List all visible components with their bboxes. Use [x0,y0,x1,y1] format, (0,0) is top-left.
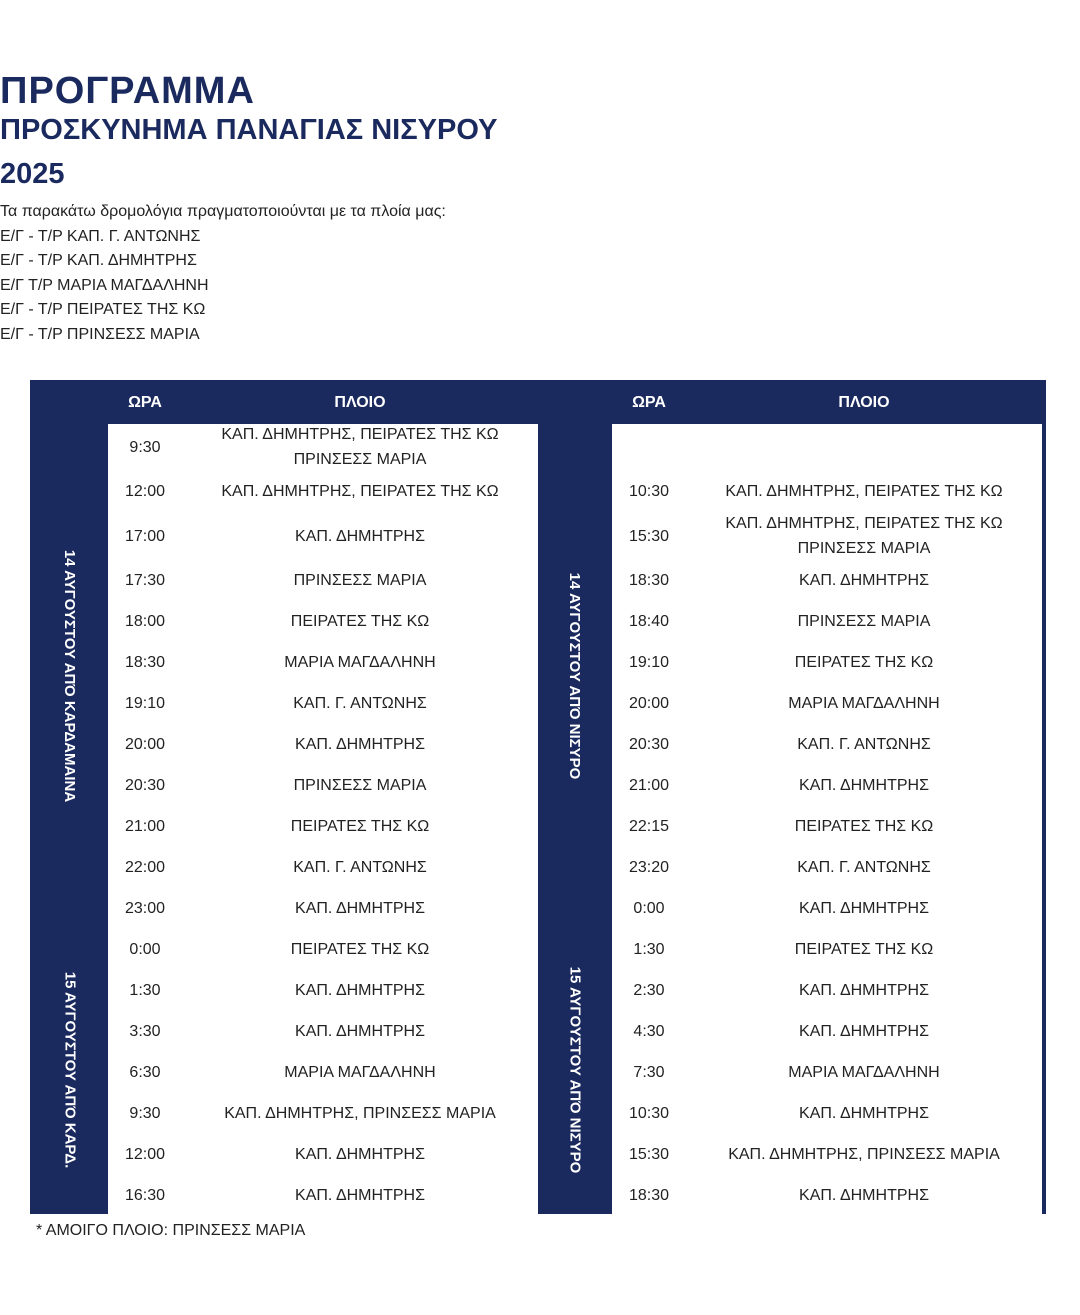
table-row [612,889,1042,930]
ship-name-line: ΚΑΠ. ΔΗΜΗΤΡΗΣ, ΠΕΙΡΑΤΕΣ ΤΗΣ ΚΩ [221,483,499,500]
ship-names [284,650,435,675]
departure-time: 20:00 [124,736,166,753]
ship-cell [686,424,1042,470]
departure-time: 21:00 [124,818,166,835]
table-row [108,971,538,1012]
ship-cell [686,766,1042,805]
departure-time: 7:30 [633,1064,665,1081]
table-row [108,643,538,684]
ship-name-line: ΚΑΠ. Γ. ΑΝΤΩΝΗΣ [293,859,427,876]
table-row [108,424,538,472]
ship-names [293,691,427,716]
departure-time: 18:30 [628,572,670,589]
ship-cell [686,602,1042,641]
departure-time: 19:10 [124,695,166,712]
ship-name-line: ΠΕΙΡΑΤΕΣ ΤΗΣ ΚΩ [794,654,934,671]
departure-time: 9:30 [129,1105,161,1122]
table-row [612,1135,1042,1176]
ship-list-item: Ε/Γ Τ/Ρ ΜΑΡΙΑ ΜΑΓΔΑΛΗΝΗ [0,276,209,294]
ship-names [284,1060,435,1085]
table-row [612,643,1042,684]
table-row [612,930,1042,971]
ship-names [294,773,427,798]
ship-cell [182,971,538,1010]
page-subtitle: ΠΡΟΣΚΥΝΗΜΑ ΠΑΝΑΓΙΑΣ ΝΙΣΥΡΟΥ [0,114,498,146]
table-row [612,1094,1042,1135]
ship-names [725,511,1002,561]
ship-names [788,1060,939,1085]
ship-names [291,814,429,839]
departure-time: 21:00 [628,777,670,794]
ship-name-line: ΚΑΠ. ΔΗΜΗΤΡΗΣ [295,1023,425,1040]
ship-cell [182,602,538,641]
departure-time: 9:30 [129,438,161,456]
ship-name-line: ΠΡΙΝΣΕΣΣ ΜΑΡΙΑ [797,613,931,630]
ship-name-line: ΚΑΠ. ΔΗΜΗΤΡΗΣ, ΠΕΙΡΑΤΕΣ ΤΗΣ ΚΩ [725,515,1003,532]
ship-cell [686,1135,1042,1174]
departure-time: 17:00 [124,527,166,545]
ship-names [728,1142,1000,1167]
ship-name-line: ΚΑΠ. ΔΗΜΗΤΡΗΣ [295,1187,425,1204]
ship-name-line: ΚΑΠ. ΔΗΜΗΤΡΗΣ [295,982,425,999]
table-row [108,513,538,561]
intro-text: Τα παρακάτω δρομολόγια πραγματοποιούνται με τα πλοία μας: [0,203,446,220]
ship-names [295,1183,425,1208]
ship-cell [182,766,538,805]
ship-list-item: Ε/Γ - Τ/Ρ ΠΕΙΡΑΤΕΣ ΤΗΣ ΚΩ [0,301,206,318]
departure-time: 20:30 [628,736,670,753]
ship-name-line: ΚΑΠ. ΔΗΜΗΤΡΗΣ, ΠΕΙΡΑΤΕΣ ΤΗΣ ΚΩ [221,426,499,443]
ship-name-line: ΚΑΠ. ΔΗΜΗΤΡΗΣ [799,982,929,999]
table-row [108,1053,538,1094]
table-row [108,930,538,971]
ship-cell [182,1176,538,1215]
ship-name-line: ΠΡΙΝΣΕΣΣ ΜΑΡΙΑ [797,540,931,557]
ship-names [799,1183,929,1208]
ship-names [798,609,931,634]
departure-time: 18:40 [628,613,670,630]
ship-name-line: ΜΑΡΙΑ ΜΑΓΔΑΛΗΝΗ [284,654,436,671]
table-row [612,602,1042,643]
table-row [612,766,1042,807]
departure-time: 20:30 [124,777,166,794]
departure-time: 1:30 [633,941,665,958]
table-row [612,472,1042,513]
table-row [612,1053,1042,1094]
ship-names [799,1019,929,1044]
departure-time: 2:30 [633,982,665,999]
ship-name-line: ΚΑΠ. ΔΗΜΗΤΡΗΣ [799,572,929,589]
ship-name-line: ΠΕΙΡΑΤΕΣ ΤΗΣ ΚΩ [290,818,430,835]
ship-name-line: ΚΑΠ. ΔΗΜΗΤΡΗΣ, ΠΡΙΝΣΕΣΣ ΜΑΡΙΑ [728,1146,1000,1163]
ship-cell [686,684,1042,723]
ship-name-line: ΚΑΠ. ΔΗΜΗΤΡΗΣ [295,527,425,545]
departure-time: 18:30 [628,1187,670,1204]
ship-name-line: ΚΑΠ. Γ. ΑΝΤΩΝΗΣ [797,859,931,876]
ship-names [295,732,425,757]
ship-names [795,814,933,839]
departure-time: 3:30 [129,1023,161,1040]
table-row [108,1012,538,1053]
ship-cell [686,1053,1042,1092]
ship-cell [182,1135,538,1174]
table-row [108,848,538,889]
table-row [612,725,1042,766]
table-row [108,766,538,807]
departure-time: 22:15 [628,818,670,835]
ship-names [725,479,1002,504]
departure-time: 23:20 [628,859,670,876]
ship-cell [686,1012,1042,1051]
ship-names [295,896,425,921]
departure-time: 15:30 [628,527,670,545]
ship-cell [182,472,538,511]
ship-cell [686,472,1042,511]
departure-time: 4:30 [633,1023,665,1040]
departure-time: 0:00 [633,900,665,917]
table-row [108,889,538,930]
right-time-header: ΩΡΑ [632,394,666,411]
table-row [108,561,538,602]
table-row [108,725,538,766]
departure-time: 18:00 [124,613,166,630]
ship-cell [686,848,1042,887]
ship-name-line: ΠΡΙΝΣΕΣΣ ΜΑΡΙΑ [293,777,427,794]
departure-time: 19:10 [628,654,670,671]
ship-name-line: ΜΑΡΙΑ ΜΑΓΔΑΛΗΝΗ [788,1064,940,1081]
ship-names [295,1019,425,1044]
ship-name-line: ΚΑΠ. ΔΗΜΗΤΡΗΣ [799,777,929,794]
ship-names [291,937,429,962]
ship-name-line: ΠΡΙΝΣΕΣΣ ΜΑΡΙΑ [293,572,427,589]
ship-names [797,855,931,880]
ship-name-line: ΚΑΠ. ΔΗΜΗΤΡΗΣ [295,900,425,917]
ship-names [799,568,929,593]
ship-list-item: Ε/Γ - Τ/Ρ ΠΡΙΝΣΕΣΣ ΜΑΡΙΑ [0,325,200,343]
ship-cell [182,930,538,969]
ship-name-line: ΚΑΠ. ΔΗΜΗΤΡΗΣ [295,1146,425,1163]
ship-names [295,1142,425,1167]
ship-cell [686,513,1042,559]
departure-time: 17:30 [124,572,166,589]
ship-cell [182,561,538,600]
ship-names [795,650,933,675]
ship-names [795,937,933,962]
ship-name-line: ΚΑΠ. ΔΗΜΗΤΡΗΣ, ΠΡΙΝΣΕΣΣ ΜΑΡΙΑ [224,1105,496,1122]
ship-cell [686,930,1042,969]
ship-name-line: ΚΑΠ. ΔΗΜΗΤΡΗΣ [799,1105,929,1122]
table-row [108,602,538,643]
ship-name-line: ΠΕΙΡΑΤΕΣ ΤΗΣ ΚΩ [290,941,430,958]
ship-names [293,855,427,880]
page-year: 2025 [0,158,65,190]
ship-cell [686,1176,1042,1215]
ship-cell [182,725,538,764]
left-section-label-aug14: 14 ΑΥΓΟΥΣΤΟΥ ΑΠΌ ΚΑΡΔΑΜΑΙΝΑ [61,549,78,803]
table-row [108,807,538,848]
departure-time: 6:30 [129,1064,161,1081]
ship-name-line: ΚΑΠ. ΔΗΜΗΤΡΗΣ [799,1023,929,1040]
ship-cell [182,1094,538,1133]
ship-cell [182,424,538,470]
ship-names [221,422,498,472]
ship-list-item: Ε/Γ - Τ/Ρ ΚΑΠ. ΔΗΜΗΤΡΗΣ [0,252,197,269]
departure-time: 23:00 [124,900,166,917]
ship-names [295,524,425,549]
ship-cell [182,848,538,887]
ship-names [799,1101,929,1126]
intro-block [0,200,1080,347]
ship-name-line: ΚΑΠ. Γ. ΑΝΤΩΝΗΣ [293,695,427,712]
right-section-label-aug15: 15 ΑΥΓΟΥΣΤΟΥ ΑΠΌ ΝΙΣΥΡΟ [566,966,583,1173]
ship-cell [182,643,538,682]
departure-time: 10:30 [628,1105,670,1122]
ship-names [294,568,427,593]
ship-names [224,1101,496,1126]
ship-names [295,978,425,1003]
departure-time: 12:00 [124,1146,166,1163]
table-row [108,472,538,513]
departure-time: 15:30 [628,1146,670,1163]
ship-cell [182,684,538,723]
right-ship-header: ΠΛΟΙΟ [838,394,890,411]
ship-name-line: ΠΕΙΡΑΤΕΣ ΤΗΣ ΚΩ [794,818,934,835]
table-row [612,807,1042,848]
table-row [612,971,1042,1012]
table-row [612,684,1042,725]
table-row [612,424,1042,472]
ship-names [797,732,931,757]
table-row [612,848,1042,889]
ship-cell [686,971,1042,1010]
departure-time: 12:00 [124,483,166,500]
ship-name-line: ΚΑΠ. ΔΗΜΗΤΡΗΣ [799,1187,929,1204]
ship-name-line: ΜΑΡΙΑ ΜΑΓΔΑΛΗΝΗ [788,695,940,712]
ship-names [291,609,429,634]
ship-cell [182,1012,538,1051]
ship-name-line: ΠΡΙΝΣΕΣΣ ΜΑΡΙΑ [293,451,427,468]
table-row [612,1176,1042,1217]
ship-names [799,978,929,1003]
ship-name-line: ΠΕΙΡΑΤΕΣ ΤΗΣ ΚΩ [290,613,430,630]
ship-cell [686,643,1042,682]
ship-name-line: ΚΑΠ. ΔΗΜΗΤΡΗΣ [295,736,425,753]
ship-name-line: ΚΑΠ. ΔΗΜΗΤΡΗΣ, ΠΕΙΡΑΤΕΣ ΤΗΣ ΚΩ [725,483,1003,500]
ship-names [799,896,929,921]
ship-cell [686,725,1042,764]
ship-cell [686,561,1042,600]
ship-cell [686,807,1042,846]
ship-list-item: Ε/Γ - Τ/Ρ ΚΑΠ. Γ. ΑΝΤΩΝΗΣ [0,227,201,245]
table-row [108,1135,538,1176]
departure-time: 22:00 [124,859,166,876]
table-row [108,684,538,725]
departure-time: 18:30 [124,654,166,671]
footnote: * ΑΜΟΙΓΟ ΠΛΟΙΟ: ΠΡΙΝΣΕΣΣ ΜΑΡΙΑ [36,1222,306,1239]
ship-name-line: ΚΑΠ. ΔΗΜΗΤΡΗΣ [799,900,929,917]
departure-time: 0:00 [129,941,161,958]
departure-time: 16:30 [124,1187,166,1204]
departure-time: 10:30 [628,483,670,500]
ship-name-line: ΠΕΙΡΑΤΕΣ ΤΗΣ ΚΩ [794,941,934,958]
departure-time: 20:00 [628,695,670,712]
ship-cell [686,1094,1042,1133]
ship-name-line: ΚΑΠ. Γ. ΑΝΤΩΝΗΣ [797,736,931,753]
table-row [612,561,1042,602]
table-row [612,1012,1042,1053]
ship-names [788,691,939,716]
ship-cell [182,513,538,559]
right-section-label-aug14: 14 ΑΥΓΟΥΣΤΟΥ ΑΠΌ ΝΙΣΥΡΟ [566,572,583,780]
left-time-header: ΩΡΑ [128,394,162,411]
ship-cell [182,807,538,846]
ship-names [799,773,929,798]
table-row [108,1094,538,1135]
page-title: ΠΡΟΓΡΑΜΜΑ [0,70,255,112]
ship-cell [686,889,1042,928]
table-row [612,513,1042,561]
ship-name-line: ΜΑΡΙΑ ΜΑΓΔΑΛΗΝΗ [284,1064,436,1081]
ship-cell [182,1053,538,1092]
departure-time [612,424,686,470]
left-ship-header: ΠΛΟΙΟ [334,394,386,411]
departure-time: 1:30 [129,982,161,999]
ship-names [221,479,498,504]
ship-cell [182,889,538,928]
table-row [108,1176,538,1217]
left-section-label-aug15: 15 ΑΥΓΟΥΣΤΟΥ ΑΠΌ ΚΑΡΔ. [61,971,78,1168]
